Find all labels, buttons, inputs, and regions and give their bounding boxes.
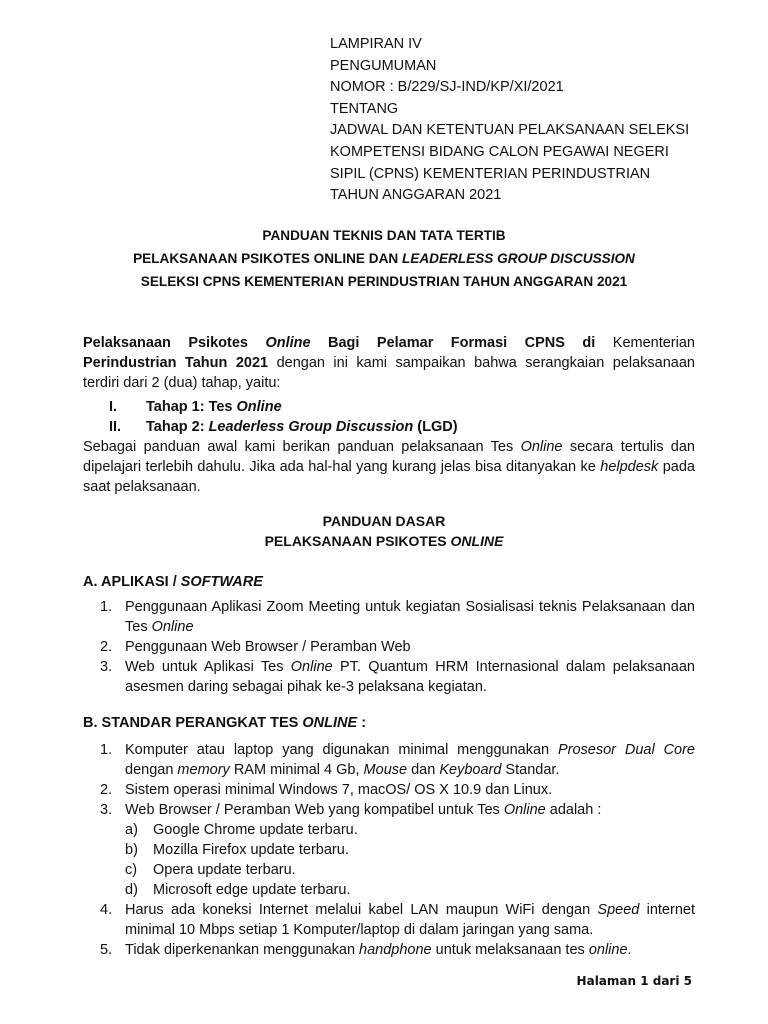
list-item: 2. Penggunaan Web Browser / Peramban Web	[100, 639, 411, 655]
document-title-line3: SELEKSI CPNS KEMENTERIAN PERINDUSTRIAN TAHUN ANGGARAN 2021	[140, 274, 628, 289]
lampiran-line: LAMPIRAN IV	[330, 36, 422, 52]
lampiran-line: KOMPETENSI BIDANG CALON PEGAWAI NEGERI	[330, 143, 669, 160]
intro-paragraph: Pelaksanaan Psikotes Online Bagi Pelamar Formasi CPNS di Kementerian Perindustrian Tahun 2021 dengan ini kami sampaikan bahwa serangkaian pelaksanaan terdiri dari 2 (dua) tahap, yaitu:	[83, 335, 695, 391]
browser-item: a) Google Chrome update terbaru.	[125, 822, 358, 838]
guide-paragraph: Sebagai panduan awal kami berikan panduan pelaksanaan Tes Online secara tertulis dan dipelajari terlebih dahulu. Jika ada hal-hal yang kurang jelas bisa ditanyakan ke helpdesk pada saat pelaksanaan.	[83, 439, 695, 495]
browser-item: d) Microsoft edge update terbaru.	[125, 882, 351, 898]
list-item: 1. Komputer atau laptop yang digunakan minimal menggunakan Prosesor Dual Core dengan memory RAM minimal 4 Gb, Mouse dan Keyboard Standar.	[100, 742, 695, 778]
lampiran-line: TENTANG	[330, 100, 399, 117]
section-a-heading: A. APLIKASI / SOFTWARE	[83, 574, 263, 590]
basic-guide-subtitle: PELAKSANAAN PSIKOTES ONLINE	[264, 533, 504, 549]
section-a-list	[100, 597, 695, 697]
page-number: Halaman 1 dari 5	[576, 974, 692, 988]
stage-item: I. Tahap 1: Tes Online	[109, 399, 282, 415]
list-item: 2. Sistem operasi minimal Windows 7, macOS/ OS X 10.9 dan Linux.	[100, 782, 553, 798]
list-item: 4. Harus ada koneksi Internet melalui kabel LAN maupun WiFi dengan Speed internet minimal 10 Mbps setiap 1 Komputer/laptop di dalam jaringan yang sama.	[100, 902, 695, 938]
browser-item: c) Opera update terbaru.	[125, 862, 296, 878]
stage-item: II. Tahap 2: Leaderless Group Discussion (LGD)	[109, 419, 458, 435]
browser-item: b) Mozilla Firefox update terbaru.	[125, 842, 349, 858]
lampiran-line: TAHUN ANGGARAN 2021	[330, 187, 502, 204]
basic-guide-title: PANDUAN DASAR	[322, 513, 446, 529]
list-item: 5. Tidak diperkenankan menggunakan handphone untuk melaksanaan tes online.	[100, 942, 632, 958]
section-b-heading: B. STANDAR PERANGKAT TES ONLINE :	[83, 715, 367, 731]
lampiran-line: JADWAL DAN KETENTUAN PELAKSANAAN SELEKSI	[330, 122, 690, 139]
list-item: 3. Web Browser / Peramban Web yang kompatibel untuk Tes Online adalah : a) Google Chrome update terbaru. b) Mozilla Firefox update terbaru. c) Opera update terbaru. d) Microsoft edge update terbaru.	[100, 800, 695, 900]
lampiran-line: PENGUMUMAN	[330, 57, 437, 74]
section-b-list	[100, 740, 695, 960]
document-title-line2: PELAKSANAAN PSIKOTES ONLINE DAN LEADERLESS GROUP DISCUSSION	[133, 251, 635, 266]
lampiran-line: NOMOR : B/229/SJ-IND/KP/XI/2021	[330, 79, 564, 96]
list-item: 1. Penggunaan Aplikasi Zoom Meeting untuk kegiatan Sosialisasi teknis Pelaksanaan dan Tes Online	[100, 599, 695, 635]
document-title-line1: PANDUAN TEKNIS DAN TATA TERTIB	[262, 228, 506, 243]
lampiran-line: SIPIL (CPNS) KEMENTERIAN PERINDUSTRIAN	[330, 165, 651, 182]
list-item: 3. Web untuk Aplikasi Tes Online PT. Quantum HRM Internasional dalam pelaksanaan asesmen daring sebagai pihak ke-3 pelaksana kegiatan.	[100, 659, 695, 695]
lampiran-block	[330, 34, 730, 207]
